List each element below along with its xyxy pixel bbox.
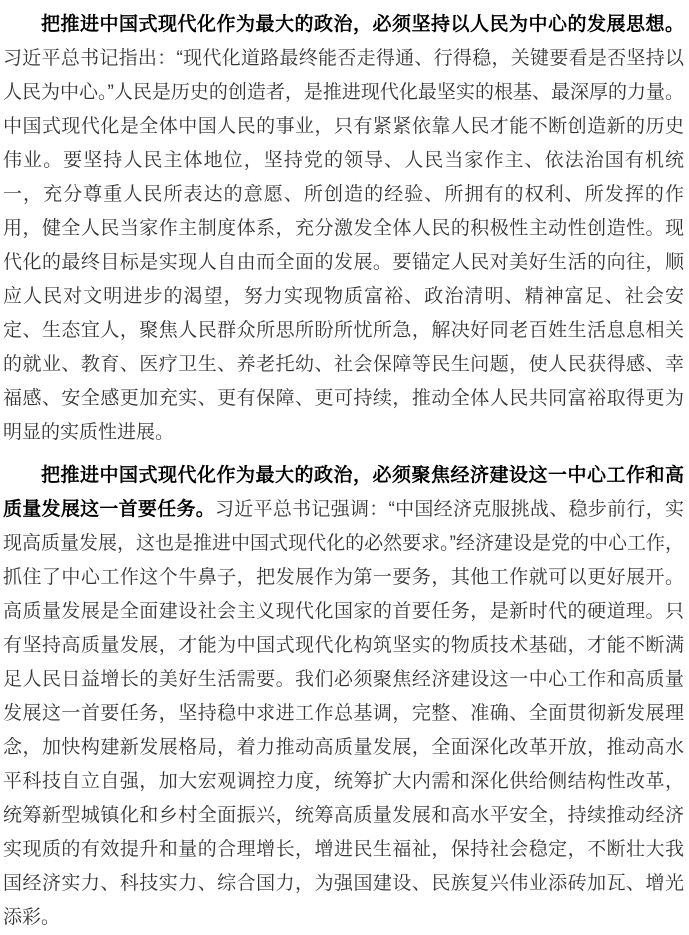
paragraph-text-people-centered: 习近平总书记指出：“现代化道路最终能否走得通、行得稳，关键要看是否坚持以人民为中心。”人民是历史的创造者，是推进现代化最坚实的根基、最深厚的力量。中国式现代化是全体中国人民的事业，只有紧紧依靠人民才能不断创造新的历史伟业。要坚持人民主体地位，坚持党的领导、人民当家作主、依法治国有机统一，充分尊重人民所表达的意愿、所创造的经验、所拥有的权利、所发挥的作用，健全人民当家作主制度体系，充分激发全体人民的积极性主动性创造性。现代化的最终目标是实现人自由而全面的发展。要锚定人民对美好生活的向往，顺应人民对文明进步的渴望，努力实现物质富裕、政治清明、精神富足、社会安定、生态宜人，聚焦人民群众所思所盼所忧所急，解决好同老百姓生活息息相关的就业、教育、医疗卫生、养老托幼、社会保障等民生问题，使人民获得感、幸福感、安全感更加充实、更有保障、更可持续，推动全体人民共同富裕取得更为明显的实质性进展。 (3, 48, 684, 443)
paragraph-lead-economic-development: 把推进中国式现代化作为最大的政治，必须聚焦经济建设这一中心工作和高质量发展这一首要任务。 (3, 465, 684, 520)
paragraph-lead-people-centered: 把推进中国式现代化作为最大的政治，必须坚持以人民为中心的发展思想。 (41, 14, 684, 35)
paragraph-people-centered (3, 8, 684, 450)
paragraph-text-economic-development: 习近平总书记强调：“中国经济克服挑战、稳步前行，实现高质量发展，这也是推进中国式现代化的必然要求。”经济建设是党的中心工作，抓住了中心工作这个牛鼻子，把发展作为第一要务，其他工作就可以更好展开。高质量发展是全面建设社会主义现代化国家的首要任务，是新时代的硬道理。只有坚持高质量发展，才能为中国式现代化构筑坚实的物质技术基础，才能不断满足人民日益增长的美好生活需要。我们必须聚焦经济建设这一中心工作和高质量发展这一首要任务，坚持稳中求进工作总基调，完整、准确、全面贯彻新发展理念，加快构建新发展格局，着力推动高质量发展，全面深化改革开放，推动高水平科技自立自强，加大宏观调控力度，统筹扩大内需和深化供给侧结构性改革，统筹新型城镇化和乡村全面振兴，统筹高质量发展和高水平安全，持续推动经济实现质的有效提升和量的合理增长，增进民生福祉，保持社会稳定，不断壮大我国经济实力、科技实力、综合国力，为强国建设、民族复兴伟业添砖加瓦、增光添彩。 (3, 499, 684, 928)
paragraph-economic-development (3, 459, 684, 935)
